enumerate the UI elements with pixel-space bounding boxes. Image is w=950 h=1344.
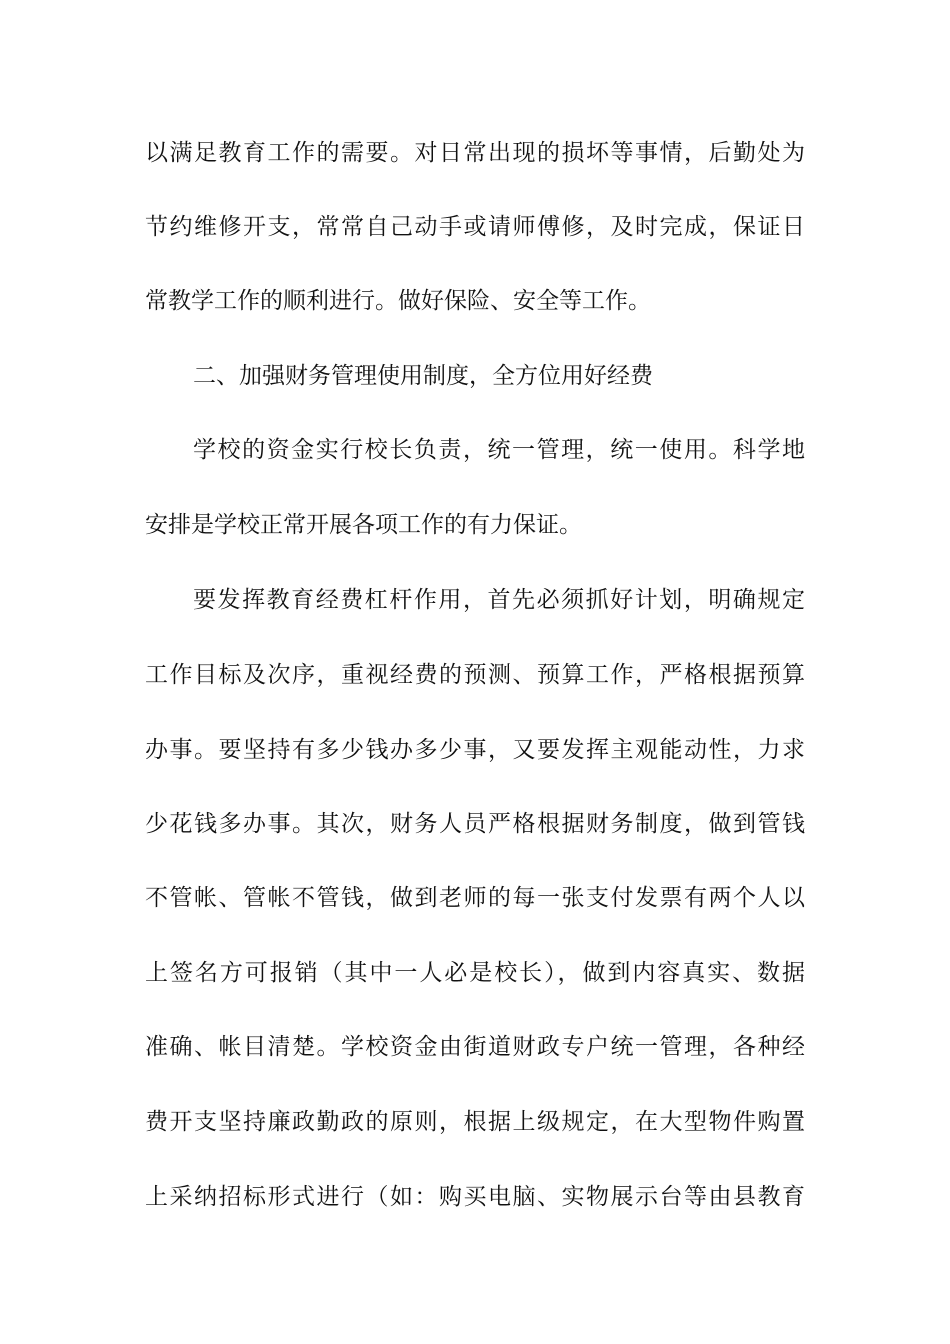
- paragraph-line: 上签名方可报销（其中一人必是校长），做到内容真实、数据: [145, 960, 805, 986]
- paragraph-line: 常教学工作的顺利进行。做好保险、安全等工作。: [145, 288, 651, 314]
- paragraph-line: 上采纳招标形式进行（如：购买电脑、实物展示台等由县教育: [145, 1184, 805, 1210]
- paragraph-line: 准确、帐目清楚。学校资金由街道财政专户统一管理，各种经: [145, 1034, 805, 1060]
- paragraph-line: 学校的资金实行校长负责，统一管理，统一使用。科学地: [193, 437, 805, 463]
- paragraph-line: 不管帐、管帐不管钱，做到老师的每一张支付发票有两个人以: [145, 885, 805, 911]
- paragraph-line: 少花钱多办事。其次，财务人员严格根据财务制度，做到管钱: [145, 811, 805, 837]
- paragraph-line: 费开支坚持廉政勤政的原则，根据上级规定，在大型物件购置: [145, 1109, 805, 1135]
- paragraph-line: 节约维修开支，常常自己动手或请师傅修，及时完成，保证日: [145, 214, 805, 240]
- section-heading: 二、加强财务管理使用制度，全方位用好经费: [193, 363, 653, 389]
- paragraph-line: 工作目标及次序，重视经费的预测、预算工作，严格根据预算: [145, 662, 805, 688]
- paragraph-line: 要发挥教育经费杠杆作用，首先必须抓好计划，明确规定: [193, 587, 805, 613]
- paragraph-line: 办事。要坚持有多少钱办多少事，又要发挥主观能动性，力求: [145, 737, 805, 763]
- paragraph-line: 安排是学校正常开展各项工作的有力保证。: [145, 512, 582, 538]
- paragraph-line: 以满足教育工作的需要。对日常出现的损坏等事情，后勤处为: [145, 140, 805, 166]
